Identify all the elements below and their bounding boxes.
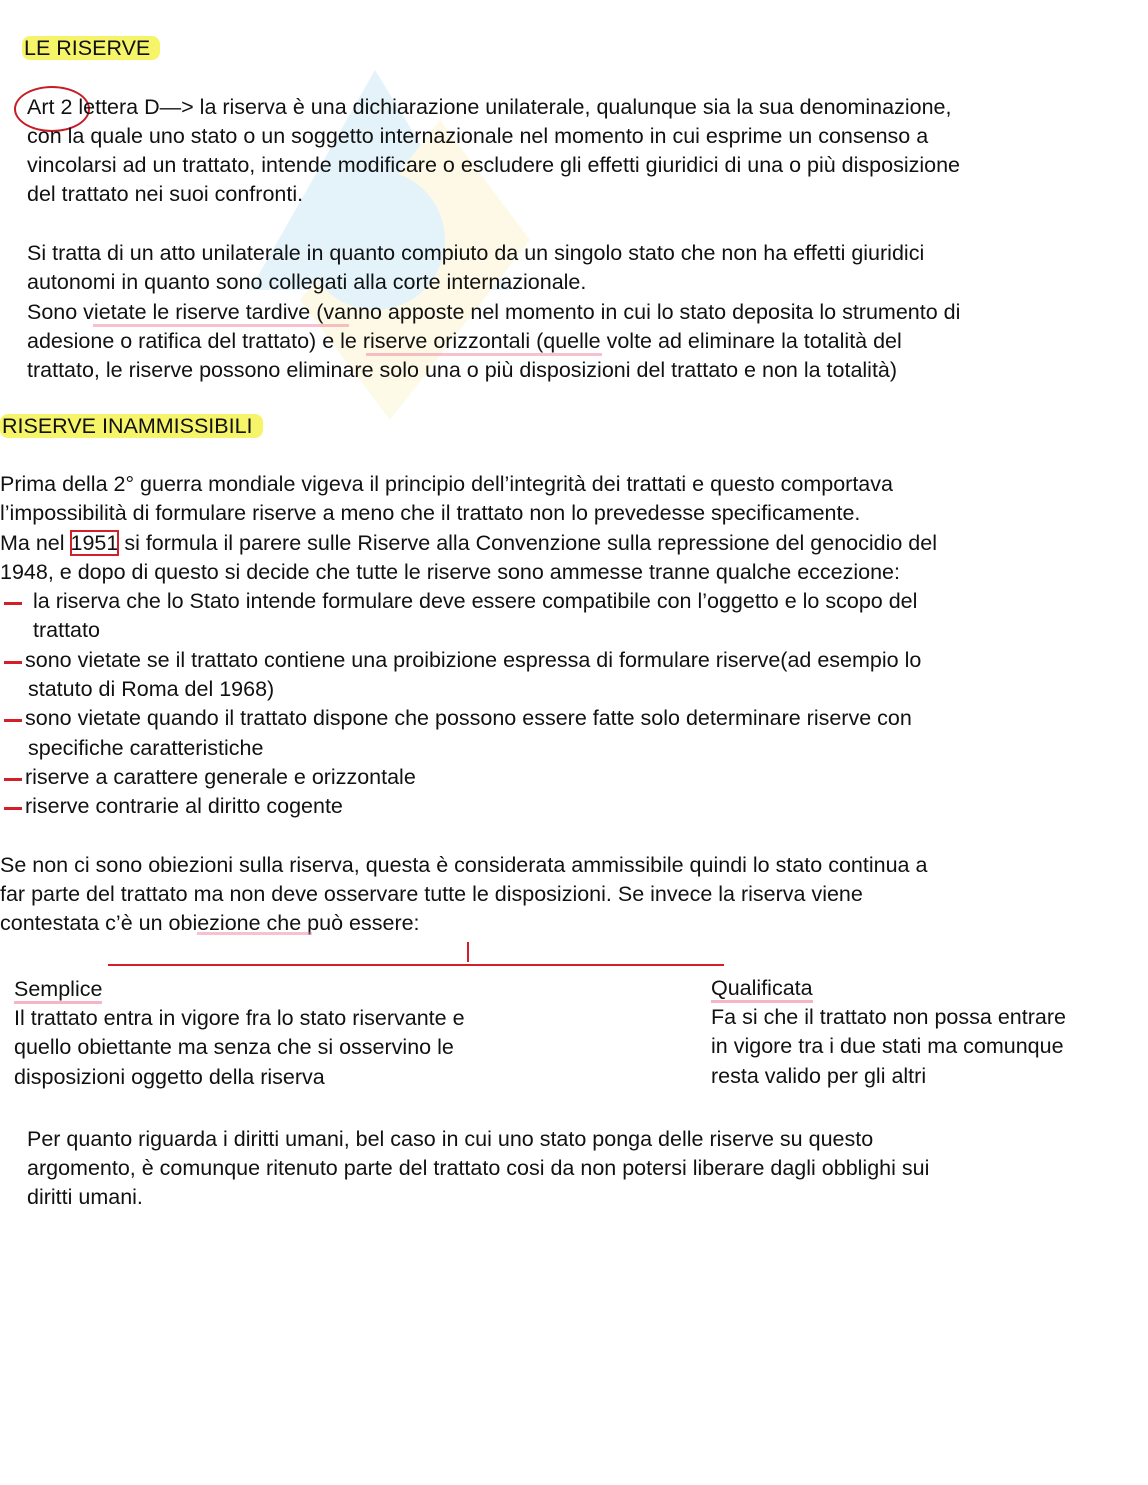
para5-line2: argomento, è comunque ritenuto parte del trattato cosi da non potersi liberare dagli obblighi sui bbox=[27, 1156, 930, 1180]
semplice-line1: Il trattato entra in vigore fra lo stato riservante e bbox=[14, 1006, 465, 1030]
list-item-2-line1: sono vietate se il trattato contiene una proibizione espressa di formulare riserve(ad esempio lo bbox=[25, 648, 922, 672]
pink-underline bbox=[197, 932, 312, 935]
diagram-vertical-tick bbox=[467, 942, 469, 962]
pink-underline bbox=[366, 353, 602, 356]
red-dash-bullet bbox=[4, 661, 22, 664]
list-item-1-line2: trattato bbox=[33, 618, 100, 642]
red-dash-bullet bbox=[4, 719, 22, 722]
heading-riserve-inammissibili: RISERVE INAMMISSIBILI bbox=[0, 412, 263, 441]
para2-line3: Sono vietate le riserve tardive (vanno apposte nel momento in cui lo stato deposita lo strumento di bbox=[27, 300, 961, 324]
para1-line1: Art 2 lettera D—> la riserva è una dichiarazione unilaterale, qualunque sia la sua denominazione, bbox=[27, 95, 952, 119]
para1-line3: vincolarsi ad un trattato, intende modificare o escludere gli effetti giuridici di una o più disposizione bbox=[27, 153, 961, 177]
para3-line1: Prima della 2° guerra mondiale vigeva il principio dell’integrità dei trattati e questo comportava bbox=[0, 472, 893, 496]
qualificata-line2: in vigore tra i due stati ma comunque bbox=[711, 1034, 1064, 1058]
list-item-3-line1: sono vietate quando il trattato dispone che possono essere fatte solo determinare riserve con bbox=[25, 706, 912, 730]
para5-line3: diritti umani. bbox=[27, 1185, 143, 1209]
para3-line3: Ma nel 1951 si formula il parere sulle Riserve alla Convenzione sulla repressione del genocidio del bbox=[0, 531, 937, 555]
list-item-4-line1: riserve a carattere generale e orizzontale bbox=[25, 765, 416, 789]
semplice-title: Semplice bbox=[14, 975, 102, 1004]
heading-le-riserve: LE RISERVE bbox=[22, 34, 160, 63]
para5-line1: Per quanto riguarda i diritti umani, bel caso in cui uno stato ponga delle riserve su questo bbox=[27, 1127, 874, 1151]
qualificata-line3: resta valido per gli altri bbox=[711, 1064, 927, 1088]
qualificata-line1: Fa si che il trattato non possa entrare bbox=[711, 1005, 1066, 1029]
para2-line2: autonomi in quanto sono collegati alla corte internazionale. bbox=[27, 270, 587, 294]
para3-line4: 1948, e dopo di questo si decide che tutte le riserve sono ammesse tranne qualche eccezione: bbox=[0, 560, 900, 584]
para4-line1: Se non ci sono obiezioni sulla riserva, questa è considerata ammissibile quindi lo stato continua a bbox=[0, 853, 928, 877]
list-item-3-line2: specifiche caratteristiche bbox=[28, 736, 264, 760]
para3-line2: l’impossibilità di formulare riserve a meno che il trattato non lo prevedesse specificamente. bbox=[0, 501, 861, 525]
red-dash-bullet bbox=[4, 807, 22, 810]
para1-line2: con la quale uno stato o un soggetto internazionale nel momento in cui esprime un consenso a bbox=[27, 124, 929, 148]
list-item-2-line2: statuto di Roma del 1968) bbox=[28, 677, 275, 701]
para4-line3: contestata c’è un obiezione che può essere: bbox=[0, 911, 420, 935]
diagram-horizontal-line bbox=[108, 964, 724, 966]
para2-line4: adesione o ratifica del trattato) e le riserve orizzontali (quelle volte ad eliminare la totalità del bbox=[27, 329, 902, 353]
year-1951-boxed: 1951 bbox=[70, 531, 119, 555]
para2-line1: Si tratta di un atto unilaterale in quanto compiuto da un singolo stato che non ha effetti giuridici bbox=[27, 241, 925, 265]
para4-line2: far parte del trattato ma non deve osservare tutte le disposizioni. Se invece la riserva viene bbox=[0, 882, 863, 906]
red-dash-bullet bbox=[4, 602, 22, 605]
para2-line5: trattato, le riserve possono eliminare solo una o più disposizioni del trattato e non la totalità) bbox=[27, 358, 898, 382]
para1-line4: del trattato nei suoi confronti. bbox=[27, 182, 304, 206]
pink-underline bbox=[93, 324, 349, 327]
red-dash-bullet bbox=[4, 778, 22, 781]
qualificata-title: Qualificata bbox=[711, 974, 813, 1003]
list-item-1-line1: la riserva che lo Stato intende formulare deve essere compatibile con l’oggetto e lo scopo del bbox=[33, 589, 918, 613]
list-item-5-line1: riserve contrarie al diritto cogente bbox=[25, 794, 343, 818]
semplice-line3: disposizioni oggetto della riserva bbox=[14, 1065, 325, 1089]
semplice-line2: quello obiettante ma senza che si osservino le bbox=[14, 1035, 454, 1059]
